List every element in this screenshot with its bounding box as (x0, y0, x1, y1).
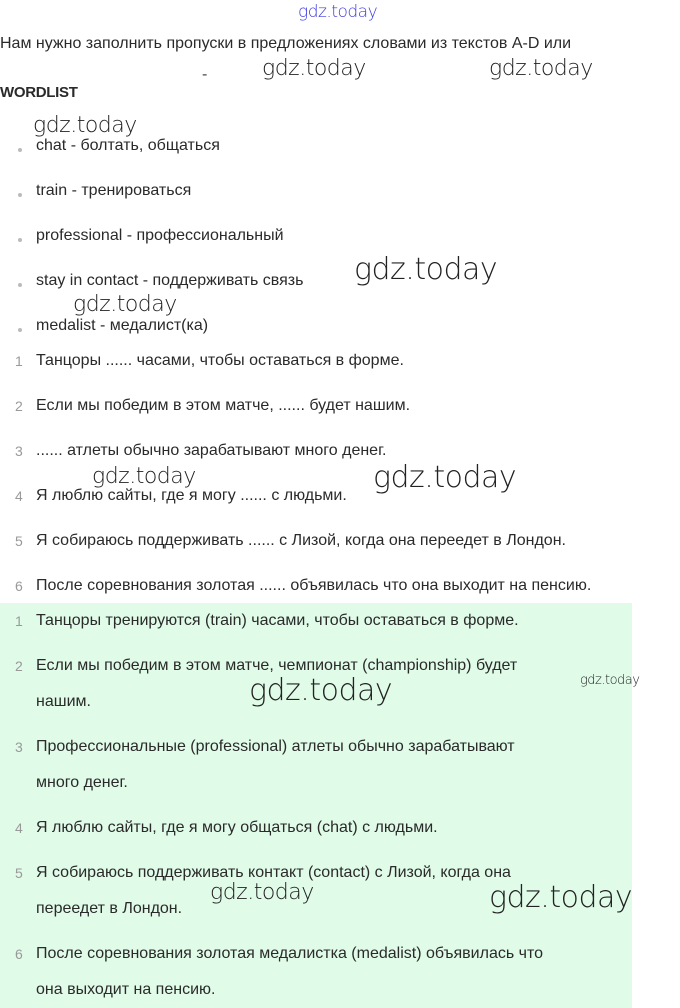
bullet-icon (18, 328, 22, 332)
wordlist-item: chat - болтать, общаться (36, 137, 220, 154)
bullet-icon (18, 238, 22, 242)
answer-text: Я люблю сайты, где я могу общаться (chat) с людьми. (36, 819, 438, 836)
wordlist-heading: WORDLIST (0, 84, 78, 101)
watermark: gdz.today (249, 673, 393, 708)
watermark: gdz.today (373, 460, 517, 495)
question-number: 5 (15, 533, 23, 549)
answer-text: переедет в Лондон. (36, 900, 183, 917)
question-text: Я собираюсь поддерживать ...... с Лизой, когда она переедет в Лондон. (36, 532, 566, 549)
watermark: gdz.today (73, 292, 177, 317)
answer-number: 6 (15, 946, 23, 962)
watermark: gdz.today (298, 2, 378, 22)
answer-text: Если мы победим в этом матче, чемпионат (championship) будет (36, 657, 518, 674)
watermark: gdz.today (262, 56, 366, 81)
answer-number: 5 (15, 865, 23, 881)
watermark: gdz.today (580, 673, 640, 688)
question-text: Если мы победим в этом матче, ...... будет нашим. (36, 397, 411, 414)
answer-text: Профессиональные (professional) атлеты обычно зарабатывают (36, 738, 515, 755)
bullet-icon (18, 283, 22, 287)
question-text: После соревнования золотая ...... объявилась что она выходит на пенсию. (36, 577, 592, 594)
answer-text: После соревнования золотая медалистка (medalist) объявилась что (36, 945, 543, 962)
answer-number: 1 (15, 613, 23, 629)
watermark: gdz.today (33, 113, 137, 138)
answer-text: Танцоры тренируются (train) часами, чтобы оставаться в форме. (36, 612, 519, 629)
question-number: 6 (15, 578, 23, 594)
wordlist-item: medalist - медалист(ка) (36, 317, 209, 334)
answer-number: 2 (15, 658, 23, 674)
question-text: Танцоры ...... часами, чтобы оставаться в форме. (36, 352, 404, 369)
intro-text: Нам нужно заполнить пропуски в предложениях словами из текстов A-D или (0, 35, 572, 52)
watermark: gdz.today (489, 56, 593, 81)
wordlist-item: stay in contact - поддерживать связь (36, 272, 304, 289)
question-text: Я люблю сайты, где я могу ...... с людьми. (36, 487, 347, 504)
bullet-icon (18, 193, 22, 197)
question-number: 4 (15, 488, 23, 504)
wordlist-item: professional - профессиональный (36, 227, 284, 244)
watermark: gdz.today (489, 880, 633, 915)
answer-text: нашим. (36, 693, 91, 710)
question-number: 3 (15, 443, 23, 459)
watermark: gdz.today (92, 464, 196, 489)
dash: - (202, 66, 208, 83)
answer-text: Я собираюсь поддерживать контакт (contact) с Лизой, когда она (36, 864, 511, 881)
watermark: gdz.today (210, 880, 314, 905)
answer-text: много денег. (36, 774, 128, 791)
question-number: 1 (15, 353, 23, 369)
answer-text: она выходит на пенсию. (36, 981, 216, 998)
answer-number: 3 (15, 739, 23, 755)
question-number: 2 (15, 398, 23, 414)
wordlist-item: train - тренироваться (36, 182, 192, 199)
question-text: ...... атлеты обычно зарабатывают много денег. (36, 442, 387, 459)
watermark: gdz.today (354, 252, 498, 287)
answer-number: 4 (15, 820, 23, 836)
bullet-icon (18, 148, 22, 152)
